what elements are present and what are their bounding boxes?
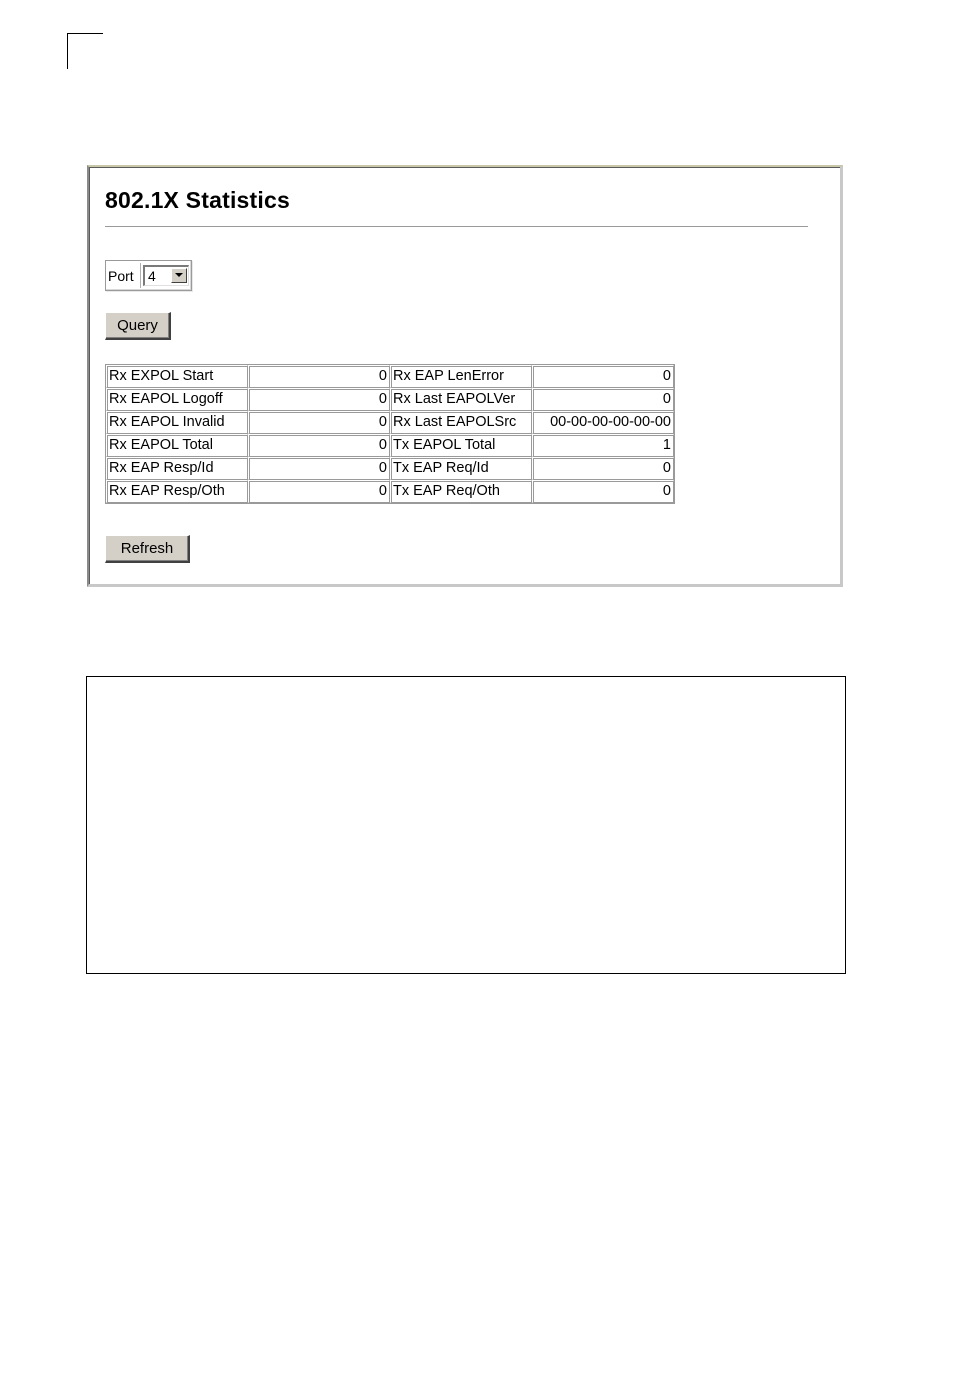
table-row [106, 388, 674, 411]
port-label: Port [108, 268, 134, 284]
stat-label: Rx EAPOL Logoff [106, 388, 248, 411]
table-row [106, 411, 674, 434]
stat-label: Rx Last EAPOLVer [390, 388, 532, 411]
stat-label: Tx EAPOL Total [390, 434, 532, 457]
chevron-down-icon[interactable] [171, 268, 187, 283]
query-button[interactable]: Query [105, 312, 171, 340]
crop-mark-vertical [67, 33, 68, 69]
stat-value: 0 [532, 480, 674, 503]
stat-value: 00-00-00-00-00-00 [532, 411, 674, 434]
stat-label: Rx Last EAPOLSrc [390, 411, 532, 434]
table-row [106, 457, 674, 480]
statistics-panel [87, 165, 843, 587]
stat-label: Rx EAPOL Total [106, 434, 248, 457]
title-divider [105, 226, 808, 228]
stat-value: 0 [248, 365, 390, 388]
port-selector-group [105, 260, 192, 291]
stat-label: Rx EAP Resp/Oth [106, 480, 248, 503]
table-row [106, 365, 674, 388]
description-box [86, 676, 846, 974]
stat-value: 1 [532, 434, 674, 457]
stat-value: 0 [532, 388, 674, 411]
table-row [106, 434, 674, 457]
stat-value: 0 [248, 388, 390, 411]
stat-value: 0 [248, 411, 390, 434]
stat-label: Rx EAP LenError [390, 365, 532, 388]
statistics-table [105, 364, 675, 504]
refresh-button[interactable]: Refresh [105, 535, 190, 563]
port-select[interactable] [143, 265, 189, 286]
table-row [106, 480, 674, 503]
crop-mark-horizontal [67, 33, 103, 34]
stat-value: 0 [532, 457, 674, 480]
stat-label: Rx EXPOL Start [106, 365, 248, 388]
port-select-value: 4 [148, 268, 156, 284]
stat-value: 0 [248, 434, 390, 457]
stat-value: 0 [248, 480, 390, 503]
stat-label: Tx EAP Req/Oth [390, 480, 532, 503]
page-title: 802.1X Statistics [105, 187, 290, 213]
stat-label: Rx EAP Resp/Id [106, 457, 248, 480]
stat-label: Rx EAPOL Invalid [106, 411, 248, 434]
port-divider [140, 263, 141, 288]
stat-value: 0 [532, 365, 674, 388]
stat-value: 0 [248, 457, 390, 480]
stat-label: Tx EAP Req/Id [390, 457, 532, 480]
